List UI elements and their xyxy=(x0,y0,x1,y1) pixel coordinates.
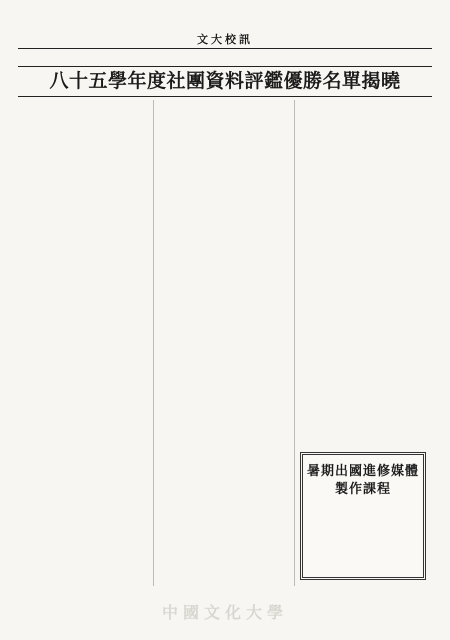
masthead-title: 文大校訊 xyxy=(197,33,253,46)
article-column-1 xyxy=(18,100,150,586)
column-divider xyxy=(153,100,154,586)
watermark: 中國文化大學 xyxy=(161,603,288,622)
column-divider xyxy=(294,100,295,586)
headline: 八十五學年度社團資料評鑑優勝名單揭曉 xyxy=(18,66,432,97)
recruitment-title: 暑期出國進修媒體製作課程 xyxy=(306,464,419,497)
article-column-3 xyxy=(298,100,432,246)
recruitment-box xyxy=(300,452,426,580)
article-column-2 xyxy=(158,100,290,586)
page-header xyxy=(18,32,432,49)
